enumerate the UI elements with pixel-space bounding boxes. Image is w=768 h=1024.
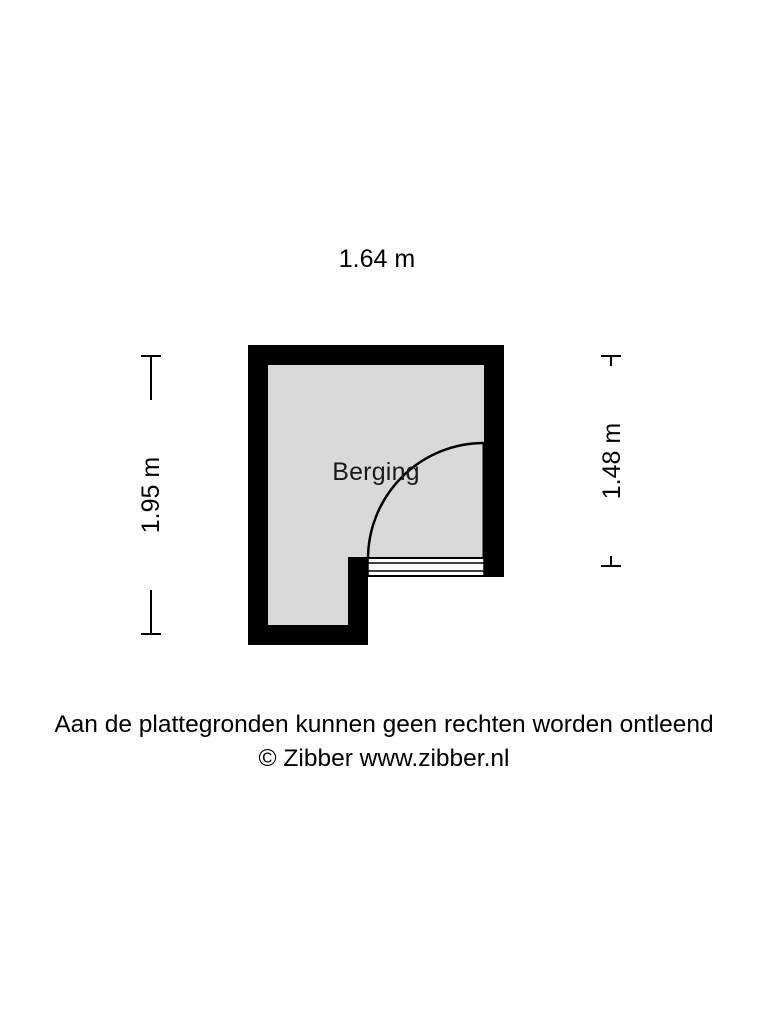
dimension-right-bottom-cap [601,565,621,567]
room-floor [258,355,494,635]
dimension-left-label: 1.95 m [131,400,171,590]
footer [0,708,768,776]
dimension-right-top-cap [601,355,621,357]
dimension-left [136,355,166,635]
dimension-top-label: 1.64 m [262,239,492,279]
dimension-right [596,355,626,567]
dimension-top [262,245,492,277]
dimension-left-top-cap [141,355,161,357]
door-opening [368,559,484,575]
footer-disclaimer: Aan de plattegronden kunnen geen rechten worden ontleend [54,711,714,738]
footer-copyright: © Zibber www.zibber.nl [258,745,510,772]
dimension-left-bottom-cap [141,633,161,635]
dimension-right-label: 1.48 m [592,366,632,556]
room-name-label: Berging [332,458,420,486]
room-outline [248,345,504,647]
